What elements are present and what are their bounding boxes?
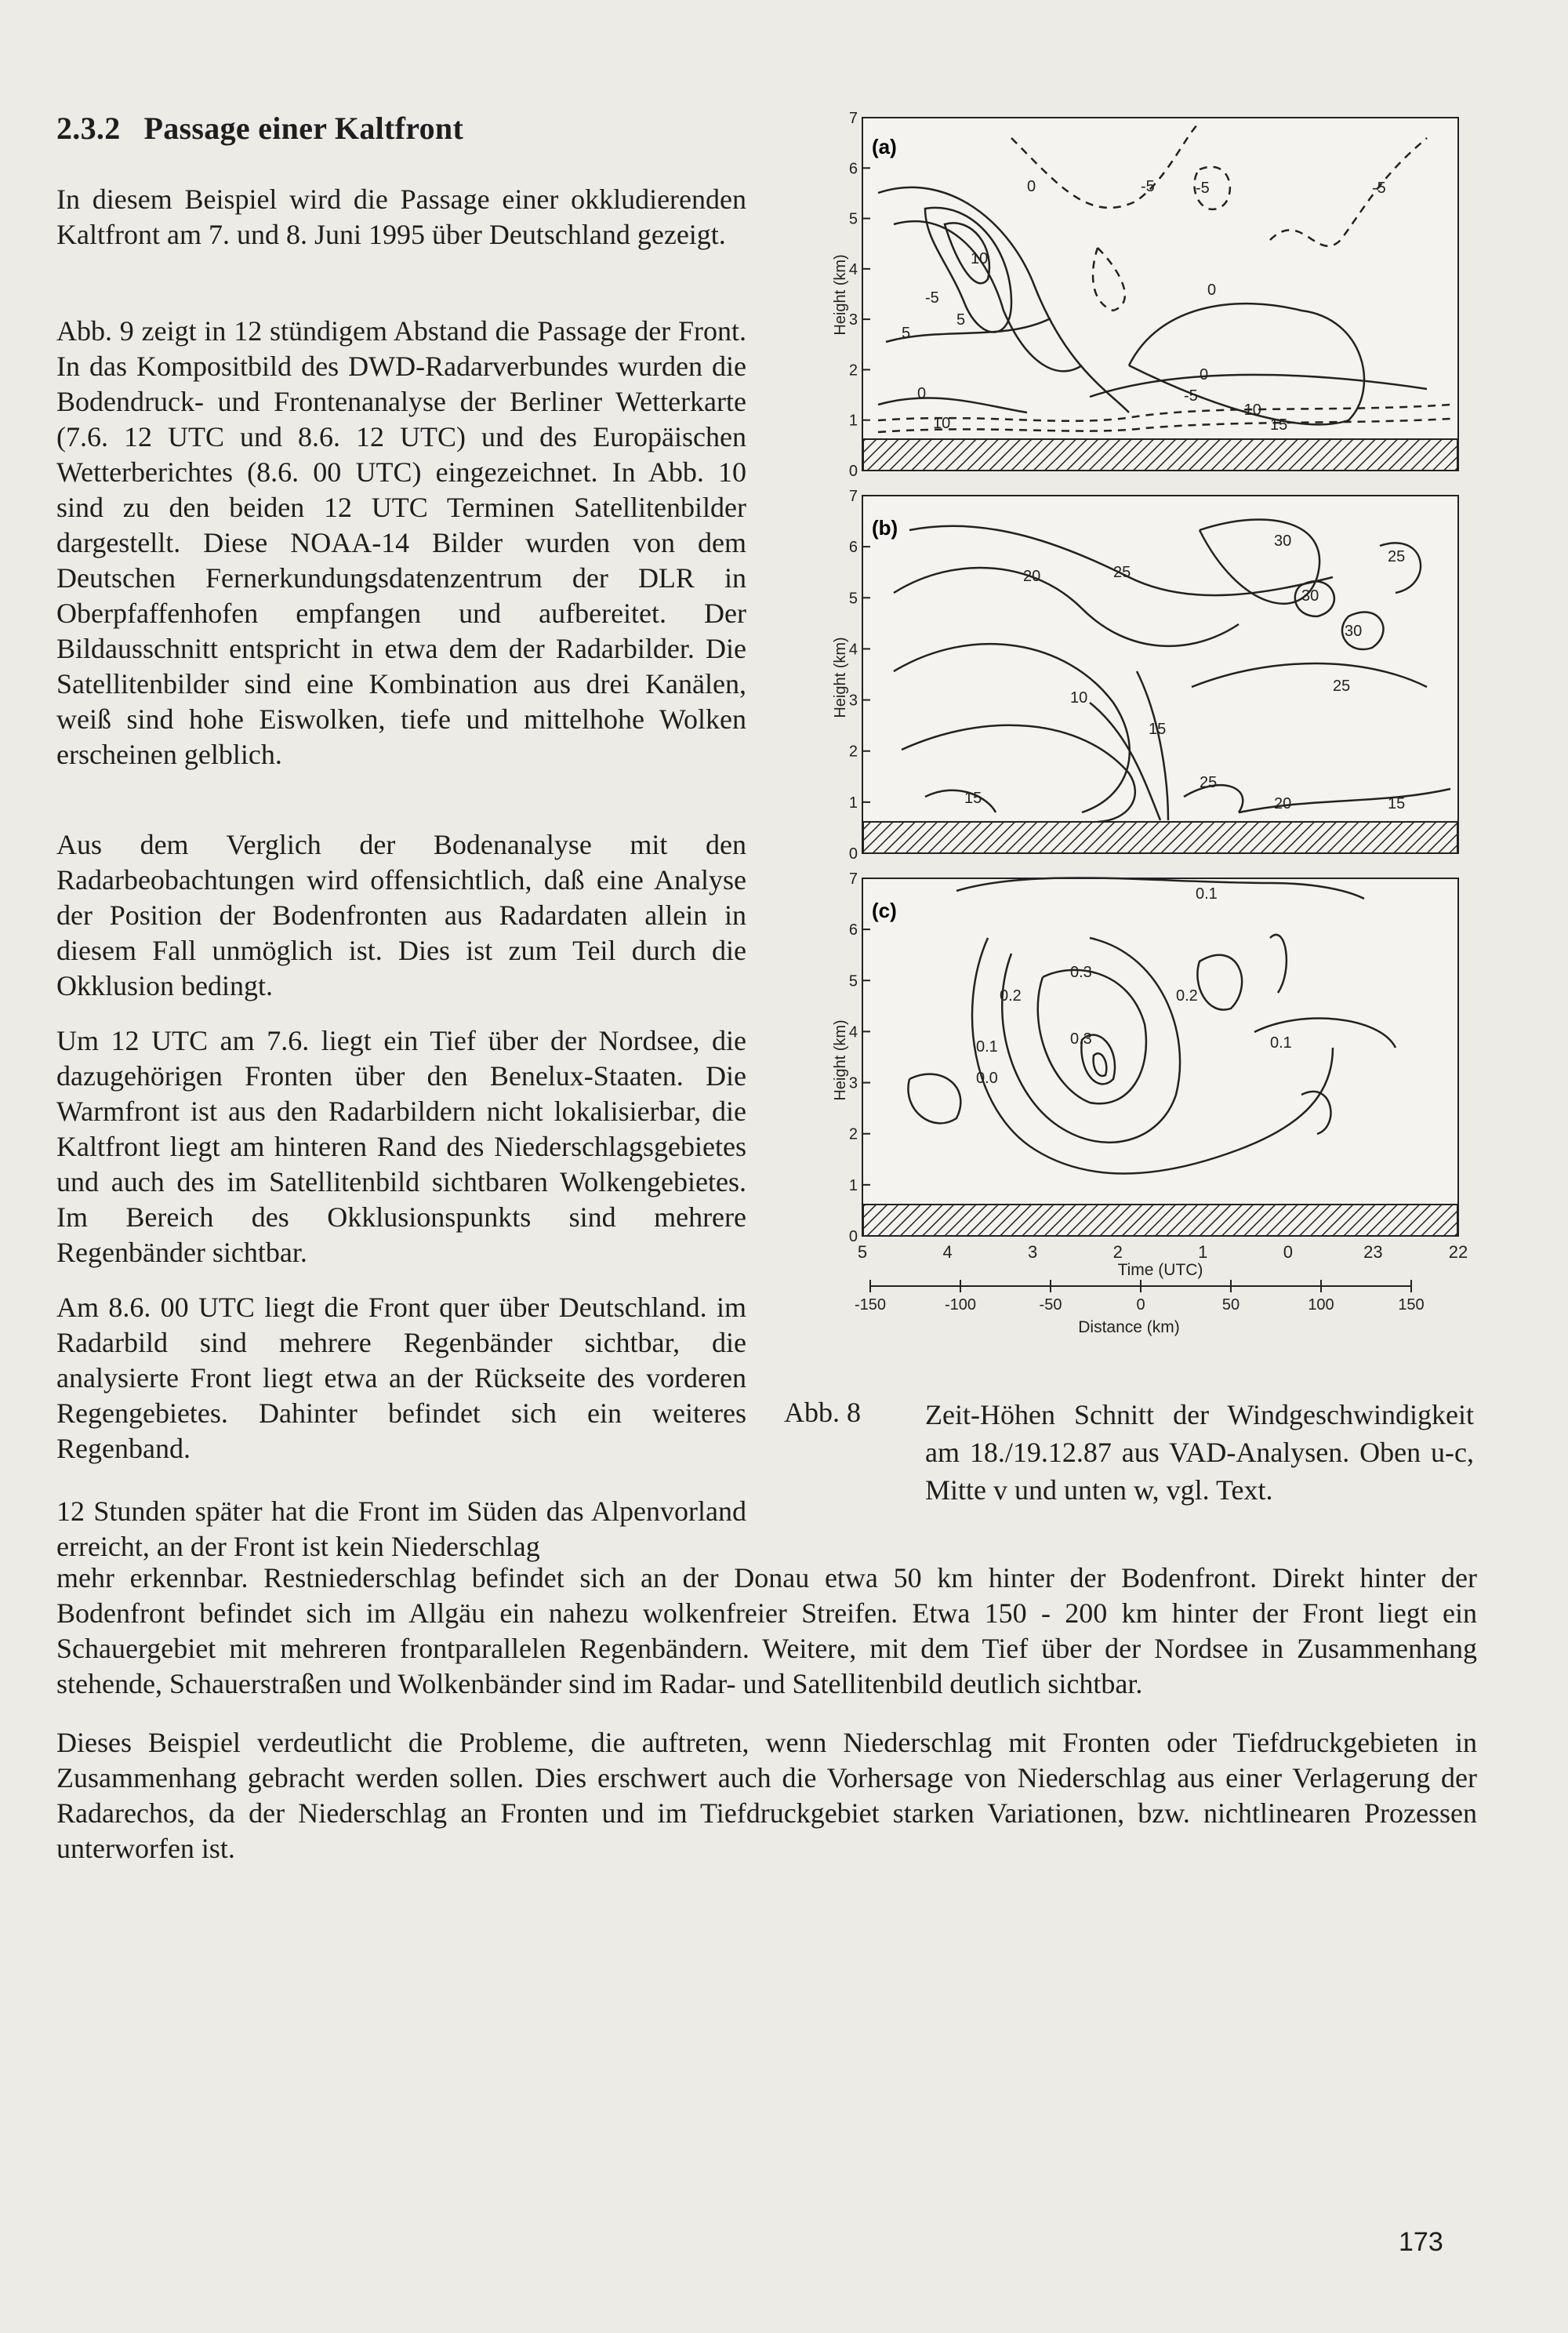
contour-label: 0 [1207,282,1217,299]
x-tick-label: 23 [1363,1242,1383,1262]
contour-label: 0.1 [1270,1034,1292,1052]
contour-label: 30 [1301,587,1319,605]
x-tick-label: 2 [1112,1242,1123,1262]
y-tick-label: 5 [848,210,858,228]
y-tick-label: 5 [848,972,858,990]
contour-label: 5 [956,311,966,329]
y-tick-label: 2 [848,362,858,380]
x-axis-title: Time (UTC) [1117,1261,1203,1279]
contour-label: -10 [1239,402,1261,419]
contour-label: 25 [1333,678,1351,695]
paragraph-conclusion [56,1725,1477,1866]
x-tick-labels [858,1242,1468,1262]
x-tick-label: 0 [1283,1242,1293,1262]
figure-caption-label: Abb. 8 [784,1397,861,1428]
panel-a [862,118,1458,471]
paragraph-text: Aus dem Verglich der Bodenanalyse mit den Radarbeobachtungen wird offensichtlich, daß eine Analyse der Position der Bodenfronten aus Radardaten allein in diesem Fall unmöglich ist. Dies ist zum Teil durch die Okklusion bedingt. [56,829,746,1001]
ground-hatch [863,1205,1457,1236]
panel-b [862,496,1458,853]
figure-svg [831,107,1482,1346]
paragraph-continued [56,1561,1477,1702]
panel-c [862,878,1458,1236]
contour-label: 15 [1388,795,1406,812]
contour-label: 0 [917,385,927,402]
paragraph-text: Dieses Beispiel verdeutlicht die Probleme, die auftreten, wenn Niederschlag mit Fronten oder Tiefdruckgebieten in Zusammenhang gebracht werden sollen. Dies erschwert auch die Vorhersage von Niederschlag aus einer Verlagerung der Radarechos, da der Niederschlag an Fronten und im Tiefdruckgebiet starken Variationen, bzw. nichtlinearen Prozessen unterworfen ist. [56,1727,1477,1864]
paragraph-text: Am 8.6. 00 UTC liegt die Front quer über Deutschland. im Radarbild sind mehrere Regenbänder sichtbar, die analysierte Front liegt etwa an der Rückseite des vorderen Regengebietes. Dahinter befindet sich ein weiteres Regenband. [56,1292,746,1464]
figure-caption-text: Zeit-Höhen Schnitt der Windgeschwindigkeit am 18./19.12.87 aus VAD-Analysen. Oben u-c, Mitte v und unten w, vgl. Text. [925,1399,1474,1506]
contour-label: 10 [1070,689,1088,707]
contour-label: 0.1 [976,1038,998,1056]
page-number: 173 [1399,2227,1443,2257]
paragraph-text: mehr erkennbar. Restniederschlag befindet sich an der Donau etwa 50 km hinter der Bodenfront. Direkt hinter der Bodenfront befindet sich im Allgäu ein nahezu wolkenfreier Streifen. Etwa 150 - 200 km hinter der Front liegt ein Schauergebiet mit mehreren frontparallelen Regenbändern. Weitere, mit dem Tief über der Nordsee in Zusammenhang stehende, Schauerstraßen und Wolkenbänder sind im Radar- und Satellitenbild deutlich sichtbar. [56,1562,1477,1699]
contour-label: 0.1 [1196,885,1218,903]
y-tick-label: 3 [848,311,858,329]
contour-label: -5 [1141,178,1155,195]
y-tick-label: 7 [848,110,858,127]
contour-label: -5 [1372,180,1386,197]
y-axis-title: Height (km) [832,254,849,336]
distance-tick-labels [855,1280,1425,1314]
distance-tick-label: 100 [1308,1296,1334,1314]
paragraph-intro [56,182,746,253]
y-tick-label: 7 [848,488,858,505]
paragraph-abb9 [56,314,746,772]
contour-label: 15 [964,790,982,807]
panel-tag: (a) [872,135,897,158]
panel-tag: (b) [872,516,898,540]
contour-label: 30 [1274,532,1292,550]
y-tick-label: 3 [848,1074,858,1092]
section-number: 2.3.2 [56,111,121,146]
y-axis-title: Height (km) [832,637,849,718]
y-tick-label: 6 [848,539,858,557]
contour-label: 0.0 [976,1070,998,1087]
ground-hatch [863,822,1457,853]
distance-tick-label: 50 [1221,1296,1240,1314]
y-tick-label: 2 [848,743,858,761]
y-tick-label: 0 [848,1228,858,1245]
contour-label: 0.2 [1176,987,1198,1005]
section-title: Passage einer Kaltfront [143,111,464,146]
contour-label: -5 [1196,180,1210,197]
contour-label: 10 [933,415,951,432]
paragraph-text: In diesem Beispiel wird die Passage einer okkludierenden Kaltfront am 7. und 8. Juni 1995 über Deutschland gezeigt. [56,184,746,250]
contour-label: 20 [1023,568,1041,585]
y-tick-label: 0 [848,463,858,480]
distance-tick-label: -50 [1039,1296,1062,1314]
contour-label: 0.3 [1070,964,1092,981]
contour-label: 10 [971,250,989,267]
x-tick-label: 22 [1448,1242,1468,1262]
y-tick-label: 4 [848,641,858,659]
y-tick-label: 6 [848,160,858,178]
section-heading [56,110,463,147]
paragraph-8-6 [56,1290,746,1466]
y-tick-label: 1 [848,412,858,430]
contour-label: 30 [1345,623,1363,640]
panel-tag: (c) [872,899,897,922]
paragraph-text: 12 Stunden später hat die Front im Süden das Alpenvorland erreicht, an der Front ist kein Niederschlag [56,1495,746,1562]
contour-label: 25 [1388,548,1406,565]
contour-label: 15 [1270,416,1288,434]
contour-label: 25 [1113,564,1131,581]
contour-label: 25 [1200,774,1218,791]
contour-label: 0 [1027,178,1036,195]
x-tick-label: 4 [942,1242,953,1262]
distance-axis-title: Distance (km) [1078,1318,1180,1336]
contour-label: 20 [1274,795,1292,812]
y-axis-labels [832,254,849,1100]
paragraph-7-6 [56,1023,746,1270]
x-tick-label: 3 [1028,1242,1038,1262]
x-tick-label: 1 [1198,1242,1208,1262]
contour-label: 5 [902,325,911,342]
distance-tick-label: 0 [1136,1296,1145,1314]
y-tick-label: 3 [848,692,858,710]
y-tick-label: 1 [848,794,858,812]
distance-tick-label: -150 [854,1296,887,1314]
y-tick-label: 2 [848,1125,858,1143]
paragraph-text: Um 12 UTC am 7.6. liegt ein Tief über der Nordsee, die dazugehörigen Fronten über den Benelux-Staaten. Die Warmfront ist aus den Radarbildern nicht lokalisierbar, die Kaltfront liegt am hinteren Rand des Niederschlagsgebietes und auch des im Satellitenbild sichtbaren Wolkengebietes. Im Bereich des Okklusionspunkts sind mehrere Regenbänder sichtbar. [56,1025,746,1268]
y-axis-title: Height (km) [832,1019,849,1101]
y-tick-label: 0 [848,845,858,863]
paragraph-12-stunden [56,1494,746,1564]
contour-label: 0 [1200,366,1209,383]
paragraph-text: Abb. 9 zeigt in 12 stündigem Abstand die Passage der Front. In das Kompositbild des DWD-Radarverbundes wurden die Bodendruck- und Frontenanalyse der Berliner Wetterkarte (7.6. 12 UTC und 8.6. 12 UTC) und des Europäischen Wetterberichtes (8.6. 00 UTC) eingezeichnet. In Abb. 10 sind zu den beiden 12 UTC Terminen Satellitenbilder dargestellt. Diese NOAA-14 Bilder wurden von dem Deutschen Fernerkundungsdatenzentrum der DLR in Oberpfaffenhofen empfangen und aufbereitet. Der Bildausschnitt entspricht in etwa dem der Radarbilder. Die Satellitenbilder sind eine Kombination aus drei Kanälen, weiß sind hohe Eiswolken, tiefe und mittelhohe Wolken erscheinen gelblich. [56,315,746,770]
contour-label: -5 [1184,387,1198,405]
figure-abb8 [831,107,1482,1346]
panel-frame [862,878,1458,1236]
ground-hatch [863,439,1457,471]
contour-label: 0.3 [1070,1030,1092,1048]
contour-label: 0.2 [1000,987,1022,1005]
y-tick-label: 6 [848,921,858,939]
x-tick-label: 5 [857,1242,868,1262]
y-tick-label: 4 [848,260,858,278]
distance-tick-label: -100 [944,1296,977,1314]
distance-tick-label: 150 [1398,1296,1425,1314]
paragraph-bodenanalyse [56,827,746,1004]
y-tick-label: 7 [848,870,858,888]
y-tick-label: 5 [848,590,858,608]
y-tick-label: 1 [848,1176,858,1194]
y-tick-label: 4 [848,1023,858,1041]
contour-label: -5 [925,289,939,307]
contour-label: 15 [1149,721,1167,738]
